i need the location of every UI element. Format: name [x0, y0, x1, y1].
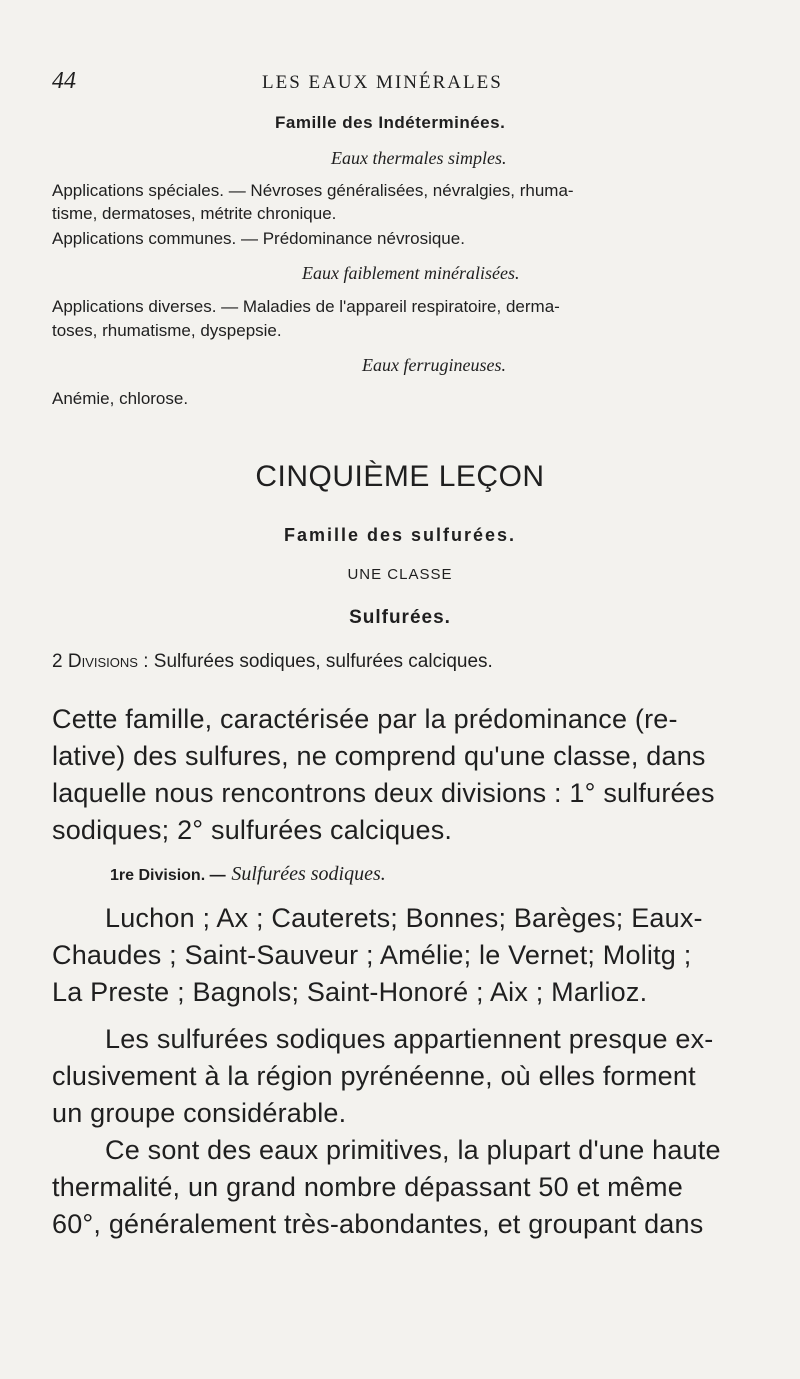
thermal-applications-line-2: tisme, dermatoses, métrite chronique. — [52, 204, 337, 223]
divisions-word: Divisions — [67, 651, 138, 672]
paragraph-4-line-1: Ce sont des eaux primitives, la plupart d'une haute — [105, 1135, 721, 1165]
division-name: Sulfurées sodiques. — [231, 863, 386, 885]
thermal-waters-title: Eaux thermales simples. — [331, 148, 507, 168]
paragraph-2-line-2: Chaudes ; Saint-Sauveur ; Amélie; le Vernet; Molitg ; — [52, 940, 692, 970]
paragraph-4-line-3: 60°, généralement très-abondantes, et groupant dans — [52, 1209, 704, 1239]
division-label: 1re Division. — — [110, 867, 226, 884]
ferruginous-applications-line: Anémie, chlorose. — [52, 389, 189, 408]
paragraph-1-line-1: Cette famille, caractérisée par la prédominance (re- — [52, 704, 678, 734]
divisions-number: 2 — [52, 651, 68, 672]
paragraph-1-line-3: laquelle nous rencontrons deux divisions : 1° sulfurées — [52, 778, 715, 808]
class-name: Sulfurées. — [349, 607, 451, 628]
thermal-applications-line-3: Applications communes. — Prédominance névrosique. — [52, 229, 465, 248]
thermal-applications-line-1: Applications spéciales. — Névroses généralisées, névralgies, rhuma- — [52, 181, 574, 200]
class-label: UNE CLASSE — [347, 566, 453, 583]
paragraph-4-line-2: thermalité, un grand nombre dépassant 50 et même — [52, 1172, 683, 1202]
lesson-title: CINQUIÈME LEÇON — [255, 460, 545, 493]
division-heading — [110, 863, 386, 886]
running-title: LES EAUX MINÉRALES — [262, 72, 503, 93]
paragraph-3-line-2: clusivement à la région pyrénéenne, où elles forment — [52, 1061, 696, 1091]
weak-mineral-waters-title: Eaux faiblement minéralisées. — [302, 263, 520, 283]
divisions-line — [52, 651, 493, 673]
paragraph-2-line-3: La Preste ; Bagnols; Saint-Honoré ; Aix ; Marlioz. — [52, 977, 648, 1007]
weak-applications-line-2: toses, rhumatisme, dyspepsie. — [52, 321, 282, 340]
ferruginous-waters-title: Eaux ferrugineuses. — [362, 355, 506, 375]
weak-applications-line-1: Applications diverses. — Maladies de l'appareil respiratoire, derma- — [52, 297, 560, 316]
page-number: 44 — [52, 68, 76, 94]
paragraph-1-line-4: sodiques; 2° sulfurées calciques. — [52, 815, 453, 845]
paragraph-2-line-1: Luchon ; Ax ; Cauterets; Bonnes; Barèges; Eaux- — [105, 903, 703, 933]
family-indetermined-heading: Famille des Indéterminées. — [275, 113, 506, 132]
paragraph-3-line-3: un groupe considérable. — [52, 1098, 347, 1128]
family-sulfurees-heading: Famille des sulfurées. — [283, 525, 517, 545]
divisions-list: : Sulfurées sodiques, sulfurées calciques. — [137, 651, 493, 672]
paragraph-1-line-2: lative) des sulfures, ne comprend qu'une classe, dans — [52, 741, 706, 771]
paragraph-3-line-1: Les sulfurées sodiques appartiennent presque ex- — [105, 1024, 714, 1054]
